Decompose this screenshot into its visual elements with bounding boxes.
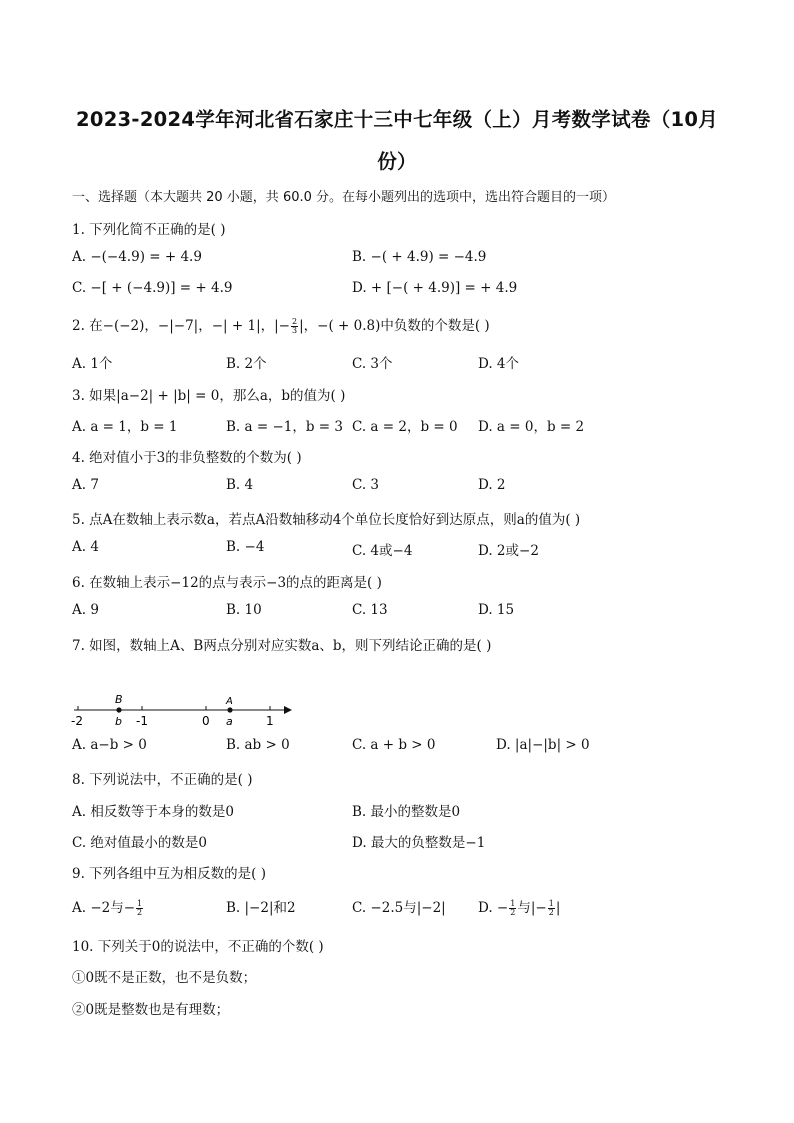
question-3-option-b: B. a = −1，b = 3 [226,419,343,435]
point-b-dot [116,707,121,712]
question-1-option-c: C. −[ + (−4.9)] = + 4.9 [72,280,233,296]
question-4-option-a: A. 7 [72,477,99,493]
tick-label-0: 0 [202,714,210,728]
question-2-options [72,352,732,372]
question-6-option-a: A. 9 [72,602,99,618]
fraction-denominator: 2 [510,908,516,917]
question-9-option-c: C. −2.5与|−2| [352,900,446,916]
question-5-option-d: D. 2或−2 [478,543,539,559]
question-4-options [72,477,732,497]
question-7-stem: 7. 如图，数轴上A、B两点分别对应实数a、b，则下列结论正确的是( ) [72,638,492,654]
point-a-dot [227,707,232,712]
question-3-option-c: C. a = 2，b = 0 [352,419,458,435]
question-9-option-b: B. |−2|和2 [226,900,296,916]
question-2-stem-part1: 2. 在−(−2)，−|−7|，−| + 1|，|− [72,318,290,334]
question-9-option-a-text: A. −2与− [72,900,136,916]
exam-title-line2: 份） [377,150,417,173]
point-a-label: A [226,696,233,707]
question-8-option-b: B. 最小的整数是0 [352,804,461,820]
question-8-stem: 8. 下列说法中，不正确的是( ) [72,772,253,788]
fraction-denominator: 2 [548,908,554,917]
question-5-option-a: A. 4 [72,539,99,555]
question-1-stem: 1. 下列化简不正确的是( ) [72,222,226,238]
question-6-option-c: C. 13 [352,602,388,618]
question-3-option-a: A. a = 1，b = 1 [72,419,178,435]
fraction-denominator: 2 [137,908,143,917]
question-5-option-c: C. 4或−4 [352,543,413,559]
fraction-numerator: 1 [510,899,516,908]
question-10-statement-2: ②0既是整数也是有理数； [72,1002,230,1018]
question-1-option-d: D. + [−( + 4.9)] = + 4.9 [352,280,518,296]
question-2-option-b: B. 2个 [226,356,267,372]
tick-label-1: 1 [266,714,274,728]
question-7-options [72,737,732,757]
question-5-stem: 5. 点A在数轴上表示数a，若点A沿数轴移动4个单位长度恰好到达原点，则a的值为( ) [72,512,581,528]
question-5-option-b: B. −4 [226,539,265,555]
question-9-option-a [72,896,144,917]
point-b-label: B [115,693,123,706]
question-2-option-d: D. 4个 [478,356,520,372]
question-2-stem [72,314,490,335]
question-10-statement-1: ①0既不是正数，也不是负数； [72,970,257,986]
section-heading: 一、选择题（本大题共 20 小题，共 60.0 分。在每小题列出的选项中，选出符合题目的一项） [72,190,616,205]
question-1-option-b: B. −( + 4.9) = −4.9 [352,249,487,265]
point-b-value: b [115,715,122,728]
question-8-options-row1 [72,800,732,820]
question-9-options [72,896,732,916]
tick-label-neg2: -2 [71,714,83,728]
question-8-options-row2 [72,831,732,851]
question-2-stem-part2: |，−( + 0.8)中负数的个数是( ) [299,318,490,334]
question-9-option-d-text1: D. − [478,900,509,916]
question-6-option-b: B. 10 [226,602,262,618]
question-6-options [72,602,732,622]
question-3-stem: 3. 如果|a−2| + |b| = 0，那么a，b的值为( ) [72,388,346,404]
question-4-option-d: D. 2 [478,477,506,493]
question-5-options [72,539,732,559]
question-3-options [72,415,732,435]
question-9-option-d [478,896,560,917]
question-1-option-a: A. −(−4.9) = + 4.9 [72,249,202,265]
number-line-arrow [284,706,292,714]
question-1-options-row1 [72,249,732,269]
fraction-denominator: 3 [291,326,298,335]
question-2-option-a: A. 1个 [72,356,113,372]
question-3-option-d: D. a = 0，b = 2 [478,419,585,435]
question-4-option-b: B. 4 [226,477,254,493]
question-6-stem: 6. 在数轴上表示−12的点与表示−3的点的距离是( ) [72,575,382,591]
question-7-option-d: D. |a|−|b| > 0 [496,737,590,753]
question-2-fraction [291,318,298,335]
question-8-option-a: A. 相反数等于本身的数是0 [72,804,234,820]
question-7-option-b: B. ab > 0 [226,737,290,753]
point-a-value: a [226,715,233,728]
fraction-numerator: 2 [291,317,298,326]
fraction-numerator: 1 [137,899,143,908]
question-8-option-c: C. 绝对值最小的数是0 [72,835,208,851]
number-line-figure [68,688,298,730]
exam-title-line1: 2023-2024学年河北省石家庄十三中七年级（上）月考数学试卷（10月 [75,108,719,131]
question-8-option-d: D. 最大的负整数是−1 [352,835,486,851]
question-7-option-a: A. a−b > 0 [72,737,147,753]
question-1-options-row2 [72,280,732,300]
question-7-option-c: C. a + b > 0 [352,737,436,753]
question-9-option-d-text2: 与|− [517,900,547,916]
question-9-stem: 9. 下列各组中互为相反数的是( ) [72,866,266,882]
tick-label-neg1: -1 [136,714,148,728]
question-9-option-d-fraction1 [509,900,516,917]
question-4-option-c: C. 3 [352,477,380,493]
question-2-option-c: C. 3个 [352,356,393,372]
question-6-option-d: D. 15 [478,602,515,618]
question-4-stem: 4. 绝对值小于3的非负整数的个数为( ) [72,450,302,466]
fraction-numerator: 1 [548,899,554,908]
question-9-option-d-text3: | [555,900,561,916]
question-10-stem: 10. 下列关于0的说法中，不正确的个数( ) [72,939,324,955]
question-9-option-d-fraction2 [548,900,555,917]
question-9-option-a-fraction [136,900,143,917]
